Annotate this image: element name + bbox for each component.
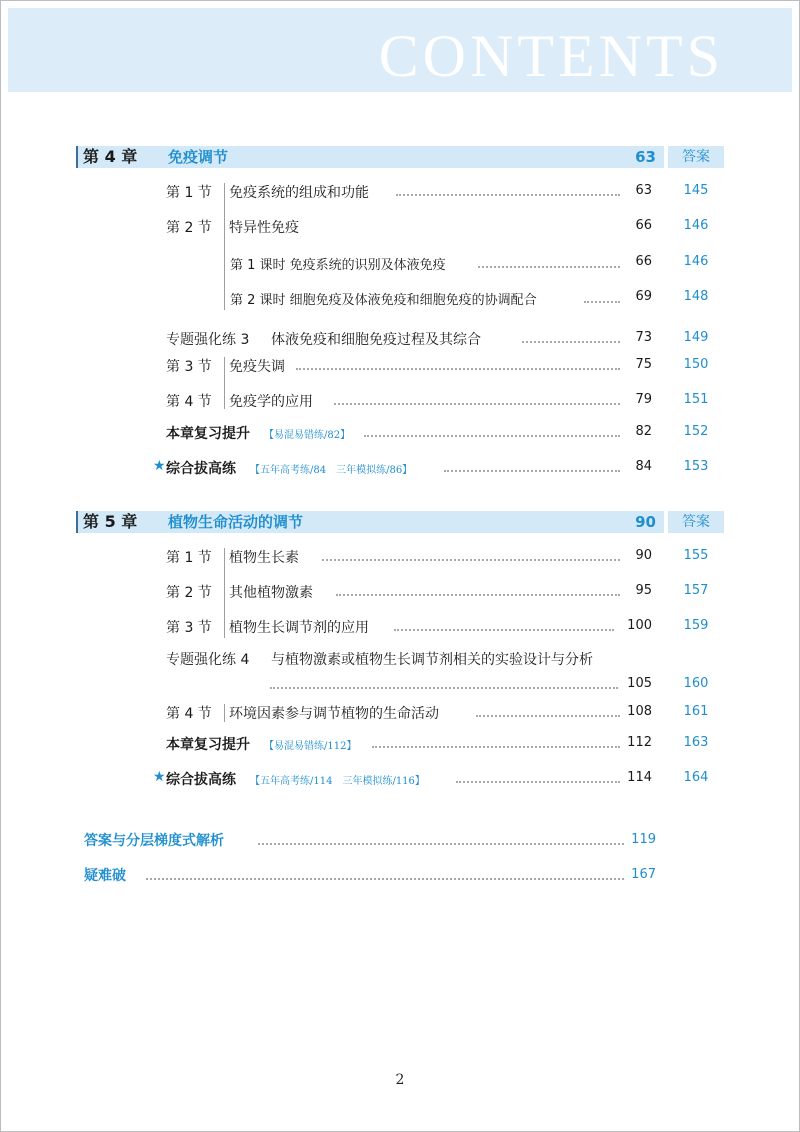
chapter-title: 免疫调节 bbox=[168, 148, 229, 166]
contents-banner bbox=[8, 8, 792, 92]
star-icon: ★ bbox=[153, 458, 166, 474]
entry-page: 105 bbox=[627, 676, 652, 691]
entry-page: 82 bbox=[635, 424, 652, 439]
entry-label: 本章复习提升 bbox=[166, 737, 250, 753]
chapter-page: 63 bbox=[635, 148, 656, 166]
answer-header: 答案 bbox=[668, 511, 724, 533]
section-divider-line bbox=[224, 548, 225, 638]
entry-answer-page: 157 bbox=[683, 583, 709, 598]
chapter-header[interactable] bbox=[76, 146, 664, 168]
entry-title: 免疫系统的组成和功能 bbox=[229, 185, 369, 201]
back-matter-title: 答案与分层梯度式解析 bbox=[84, 833, 224, 849]
leader-dots bbox=[296, 368, 620, 370]
section-divider-line bbox=[224, 357, 225, 409]
leader-dots bbox=[584, 301, 620, 303]
entry-page: 108 bbox=[627, 704, 652, 719]
entry-answer-page: 152 bbox=[683, 424, 709, 439]
chapter-label: 第 4 章 bbox=[83, 147, 138, 166]
entry-label: 第 4 节 bbox=[166, 394, 212, 410]
entry-answer-page: 150 bbox=[683, 357, 709, 372]
entry-title: 其他植物激素 bbox=[229, 585, 313, 601]
entry-answer-page: 146 bbox=[683, 254, 709, 269]
leader-dots bbox=[396, 194, 620, 196]
entry-label: 综合拔高练 bbox=[166, 772, 236, 788]
chapter-label: 第 5 章 bbox=[83, 512, 138, 531]
answer-header: 答案 bbox=[668, 146, 724, 168]
entry-label: 第 1 节 bbox=[166, 185, 212, 201]
leader-dots bbox=[456, 781, 620, 783]
banner-word: CONTENTS bbox=[378, 23, 724, 89]
entry-label: 第 4 节 bbox=[166, 706, 212, 722]
leader-dots bbox=[322, 559, 620, 561]
entry-answer-page: 145 bbox=[683, 183, 709, 198]
chapter-header[interactable] bbox=[76, 511, 664, 533]
page-number: 2 bbox=[395, 1072, 405, 1088]
entry-note: 【五年高考练/84 三年模拟练/86】 bbox=[250, 465, 413, 476]
back-matter-page: 167 bbox=[631, 867, 656, 882]
entry-label: 本章复习提升 bbox=[166, 426, 250, 442]
entry-page: 66 bbox=[635, 254, 652, 269]
entry-label: 综合拔高练 bbox=[166, 461, 236, 477]
entry-page: 112 bbox=[627, 735, 652, 750]
entry-title: 免疫失调 bbox=[229, 359, 285, 375]
entry-label: 专题强化练 4 bbox=[166, 652, 250, 668]
entry-answer-page: 161 bbox=[683, 704, 709, 719]
chapter-title: 植物生命活动的调节 bbox=[168, 513, 304, 531]
entry-answer-page: 164 bbox=[683, 770, 709, 785]
entry-page: 100 bbox=[627, 618, 652, 633]
entry-title: 与植物激素或植物生长调节剂相关的实验设计与分析 bbox=[271, 652, 593, 668]
entry-answer-page: 153 bbox=[683, 459, 709, 474]
entry-label: 专题强化练 3 bbox=[166, 332, 250, 348]
entry-title: 环境因素参与调节植物的生命活动 bbox=[229, 706, 439, 722]
section-divider-line bbox=[224, 183, 225, 310]
entry-answer-page: 159 bbox=[683, 618, 709, 633]
leader-dots bbox=[476, 715, 620, 717]
entry-page: 114 bbox=[627, 770, 652, 785]
leader-dots bbox=[394, 629, 614, 631]
entry-page: 69 bbox=[635, 289, 652, 304]
entry-page: 73 bbox=[635, 330, 652, 345]
star-icon: ★ bbox=[153, 769, 166, 785]
entry-page: 95 bbox=[635, 583, 652, 598]
entry-answer-page: 155 bbox=[683, 548, 709, 563]
entry-page: 90 bbox=[635, 548, 652, 563]
subentry-title: 第 2 课时 细胞免疫及体液免疫和细胞免疫的协调配合 bbox=[230, 293, 537, 308]
leader-dots bbox=[336, 594, 620, 596]
entry-answer-page: 151 bbox=[683, 392, 709, 407]
entry-answer-page: 149 bbox=[683, 330, 709, 345]
entry-note: 【易混易错练/112】 bbox=[264, 741, 357, 752]
entry-title: 体液免疫和细胞免疫过程及其综合 bbox=[271, 332, 481, 348]
entry-label: 第 2 节 bbox=[166, 220, 212, 236]
section-divider-line bbox=[224, 704, 225, 722]
entry-label: 第 3 节 bbox=[166, 620, 212, 636]
entry-title: 特异性免疫 bbox=[229, 220, 299, 236]
entry-answer-page: 148 bbox=[683, 289, 709, 304]
entry-answer-page: 146 bbox=[683, 218, 709, 233]
entry-label: 第 2 节 bbox=[166, 585, 212, 601]
leader-dots bbox=[478, 266, 620, 268]
entry-page: 66 bbox=[635, 218, 652, 233]
back-matter-title: 疑难破 bbox=[84, 868, 126, 884]
entry-title: 植物生长调节剂的应用 bbox=[229, 620, 369, 636]
entry-page: 84 bbox=[635, 459, 652, 474]
leader-dots bbox=[334, 403, 620, 405]
entry-label: 第 3 节 bbox=[166, 359, 212, 375]
leader-dots bbox=[372, 746, 620, 748]
leader-dots bbox=[146, 878, 624, 880]
leader-dots bbox=[258, 843, 624, 845]
leader-dots bbox=[522, 341, 620, 343]
leader-dots bbox=[364, 435, 620, 437]
back-matter-page: 119 bbox=[631, 832, 656, 847]
leader-dots bbox=[444, 470, 620, 472]
chapter-page: 90 bbox=[635, 513, 656, 531]
entry-title: 免疫学的应用 bbox=[229, 394, 313, 410]
entry-label: 第 1 节 bbox=[166, 550, 212, 566]
entry-page: 63 bbox=[635, 183, 652, 198]
subentry-title: 第 1 课时 免疫系统的识别及体液免疫 bbox=[230, 258, 446, 273]
entry-answer-page: 160 bbox=[683, 676, 709, 691]
leader-dots bbox=[270, 687, 618, 689]
entry-page: 75 bbox=[635, 357, 652, 372]
entry-page: 79 bbox=[635, 392, 652, 407]
entry-note: 【五年高考练/114 三年模拟练/116】 bbox=[250, 776, 425, 787]
entry-answer-page: 163 bbox=[683, 735, 709, 750]
entry-note: 【易混易错练/82】 bbox=[264, 430, 351, 441]
entry-title: 植物生长素 bbox=[229, 550, 299, 566]
